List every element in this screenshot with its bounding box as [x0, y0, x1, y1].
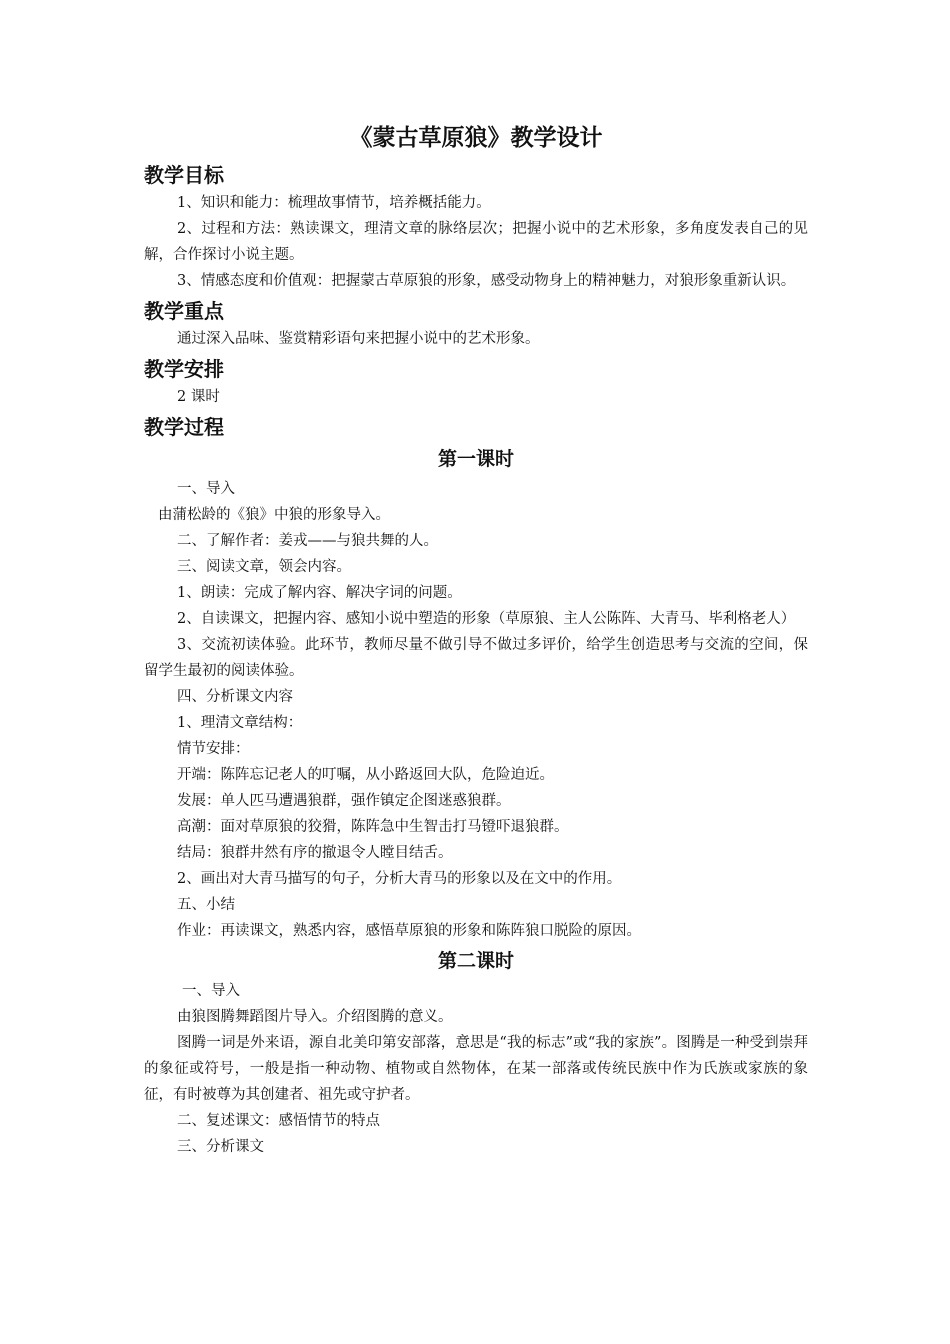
lesson1-line: 1、理清文章结构： — [177, 715, 303, 731]
heading-key-points: 教学重点 — [144, 299, 224, 323]
heading-schedule: 教学安排 — [144, 357, 224, 381]
lesson1-line: 开端：陈阵忘记老人的叮嘱，从小路返回大队，危险迫近。 — [177, 767, 554, 783]
lesson2-line: 三、分析课文 — [177, 1139, 264, 1155]
lesson1-line: 作业：再读课文，熟悉内容，感悟草原狼的形象和陈阵狼口脱险的原因。 — [177, 923, 641, 939]
heading-process: 教学过程 — [144, 415, 224, 439]
lesson1-line: 高潮：面对草原狼的狡猾，陈阵急中生智击打马镫吓退狼群。 — [177, 819, 569, 835]
lesson1-line: 1、朗读：完成了解内容、解决字词的问题。 — [177, 585, 462, 601]
lesson1-line: 2、自读课文，把握内容、感知小说中塑造的形象（草原狼、主人公陈阵、大青马、毕利格老人） — [177, 611, 796, 627]
lesson2-line: 图腾一词是外来语，源自北美印第安部落，意思是“我的标志”或“我的家族”。图腾是一种受到崇拜的象征或符号，一般是指一种动物、植物或自然物体，在某一部落或传统民族中作为氏族或家族的象征，有时被尊为其创建者、祖先或守护者。 — [144, 1035, 808, 1103]
lesson1-line: 3、交流初读体验。此环节，教师尽量不做引导不做过多评价，给学生创造思考与交流的空间，保留学生最初的阅读体验。 — [144, 637, 808, 679]
document-page — [144, 118, 808, 1160]
document-title: 《蒙古草原狼》教学设计 — [349, 124, 603, 151]
lesson2-line: 由狼图腾舞蹈图片导入。介绍图腾的意义。 — [177, 1009, 453, 1025]
lesson1-line: 四、分析课文内容 — [177, 689, 293, 705]
goal-item-2: 2、过程和方法：熟读课文，理清文章的脉络层次；把握小说中的艺术形象，多角度发表自己的见解，合作探讨小说主题。 — [144, 221, 808, 263]
lesson2-line: 一、导入 — [182, 983, 240, 999]
schedule-text: 2 课时 — [177, 389, 220, 405]
lesson1-line: 三、阅读文章，领会内容。 — [177, 559, 351, 575]
lesson1-line: 情节安排： — [177, 741, 250, 757]
key-points-text: 通过深入品味、鉴赏精彩语句来把握小说中的艺术形象。 — [177, 331, 540, 347]
lesson1-line: 由蒲松龄的《狼》中狼的形象导入。 — [158, 507, 390, 523]
lesson1-line: 一、导入 — [177, 481, 235, 497]
goal-item-1: 1、知识和能力：梳理故事情节，培养概括能力。 — [177, 195, 491, 211]
lesson1-line: 五、小结 — [177, 897, 235, 913]
lesson1-line: 二、了解作者：姜戎——与狼共舞的人。 — [177, 533, 438, 549]
heading-goals: 教学目标 — [144, 163, 224, 187]
lesson2-line: 二、复述课文：感悟情节的特点 — [177, 1113, 380, 1129]
heading-lesson-2: 第二课时 — [437, 950, 514, 972]
lesson1-line: 结局：狼群井然有序的撤退令人瞠目结舌。 — [177, 845, 453, 861]
heading-lesson-1: 第一课时 — [437, 448, 514, 470]
goal-item-3: 3、情感态度和价值观：把握蒙古草原狼的形象，感受动物身上的精神魅力，对狼形象重新认识。 — [177, 273, 796, 289]
lesson1-line: 发展：单人匹马遭遇狼群，强作镇定企图迷惑狼群。 — [177, 793, 511, 809]
lesson1-line: 2、画出对大青马描写的句子，分析大青马的形象以及在文中的作用。 — [177, 871, 622, 887]
